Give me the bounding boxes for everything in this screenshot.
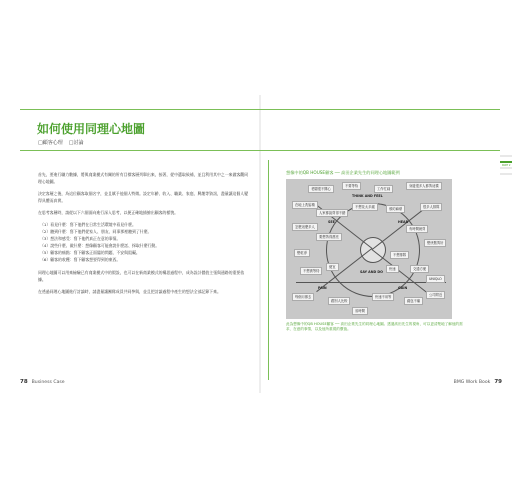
tag-row	[38, 139, 83, 146]
column-divider	[268, 160, 269, 380]
list-item: （4）說些什麼、做什麼：想像顧客可能會說什麼話、採取什麼行動。	[40, 243, 160, 248]
sticky-note: UNIQLO	[426, 275, 445, 283]
tag-discussion: □討論	[68, 140, 84, 146]
sticky-note: 便宜	[326, 263, 339, 271]
sticky-note: 公司附近	[426, 291, 445, 299]
sticky-note: 不想被等待	[300, 267, 322, 275]
sticky-note: 省時間	[352, 307, 368, 315]
sticky-note: 錢包不痛	[404, 297, 423, 305]
page-number-right: 79	[494, 379, 502, 385]
footer-left-text: Business Case	[31, 380, 65, 385]
figure-caption: 此為想像中的QB HOUSE顧客 ── 高田企業先生的同理心地圖。透過高田先生的視角，可以更清楚地了解他的需求、在意的事情，以及他所重視的價值。	[286, 322, 463, 331]
sticky-note: 跟別人比較	[328, 297, 350, 305]
sticky-note: 很多人排隊	[420, 203, 442, 211]
sticky-note: 不想花太多錢	[352, 203, 378, 211]
sub-rule	[20, 150, 500, 151]
label-gain: GAIN	[398, 286, 408, 290]
side-tab-active[interactable]	[500, 161, 512, 163]
sticky-note: 想乾淨	[294, 249, 310, 257]
list-item: （6）顧客的收穫：寫下顧客想要得到的東西。	[40, 257, 121, 262]
sticky-note: 不想排隊	[390, 251, 409, 259]
side-tab[interactable]	[500, 155, 512, 157]
list-item: （5）顧客的痛點：寫下顧客正面臨的問題、不安與阻礙。	[40, 250, 140, 255]
label-think-feel: THINK AND FEEL	[352, 194, 383, 198]
side-tab[interactable]	[500, 167, 512, 169]
footer-left	[20, 379, 65, 385]
label-hear: HEAR	[398, 220, 409, 224]
top-rule	[20, 109, 500, 110]
paragraph: 在思考客層時，請從以下六個面向進行深入思考，以便正確地描繪出顧客的樣貌。	[38, 210, 179, 215]
sticky-note: 人家都說剪得不錯	[316, 209, 348, 217]
page-title: 如何使用同理心地圖	[37, 122, 146, 136]
side-tab[interactable]	[500, 173, 512, 175]
page-gutter	[259, 95, 261, 393]
side-tabs	[500, 155, 512, 179]
label-say-do: SAY AND DO	[360, 270, 383, 274]
sticky-note: 快速不用等	[372, 293, 394, 301]
sticky-note: 交通方便	[410, 265, 429, 273]
map-baseline	[296, 282, 446, 283]
list-item: （2）聽到什麼：寫下他們從家人、朋友、同事那裡聽到了什麼。	[40, 229, 152, 234]
tag-customer-psychology: □顧客心理	[38, 140, 63, 146]
paragraph: 在透過同理心地圖進行討論時，請盡量讓團隊成員共同參與，並且把討論過程中產生的想法全部記錄下來。	[38, 289, 221, 294]
paragraph: 同理心地圖可以用來檢驗已有商業模式中的假設，也可以在新商業模式的構思過程中，成為設計價值主張與通路的重要依據。	[38, 270, 245, 282]
sticky-note: 快速	[386, 265, 399, 273]
page-number-left: 78	[20, 379, 28, 385]
sticky-note: 每個月都去	[292, 293, 314, 301]
list-item: （3）想法和感受：寫下他們真正在意的事情。	[40, 236, 121, 241]
label-see: SEE	[328, 220, 335, 224]
sticky-note: 在地上洗髮精	[292, 201, 318, 209]
footer-right-text: BMG Work Book	[453, 380, 491, 385]
paragraph: 決定客層之後，為這位顧客取個名字，並且賦予他個人特徵。設定年齡、收入、職業、家庭、興趣等資訊，盡量讓這個人變得具體而真實。	[38, 191, 249, 203]
empathy-map-photo	[286, 179, 452, 319]
sticky-note: 要想剪得漂亮	[316, 233, 342, 241]
sticky-note: 老闆很不開心	[308, 185, 334, 193]
sticky-note: 預約麻煩	[386, 205, 405, 213]
sticky-note: 有時間就剪	[406, 225, 428, 233]
sticky-note: 怎麼這麼多人	[292, 223, 318, 231]
sticky-note: 不要等待	[342, 182, 361, 190]
sticky-note: 身邊很多人都剪這樣	[406, 182, 442, 190]
paragraph: 首先，要進行職力數據，將與商業模式有關的所有目標客層列舉出來，接著，從中選取候補，並且利用其中之一來做客觀同理心地圖。	[38, 172, 249, 184]
footer-right	[454, 379, 502, 385]
figure-title: 想像中的QB HOUSE顧客 ── 高田企業先生的同理心地圖範例	[286, 170, 400, 175]
list-item: （1）看見什麼：寫下他們在日常生活環境中看見什麼。	[40, 222, 136, 227]
label-pain: PAIN	[318, 286, 327, 290]
side-tab-label: PART 2	[502, 164, 511, 167]
sticky-note: 工作忙碌	[374, 185, 393, 193]
sticky-note: 想快點剪好	[424, 239, 446, 247]
body-text	[38, 171, 250, 300]
